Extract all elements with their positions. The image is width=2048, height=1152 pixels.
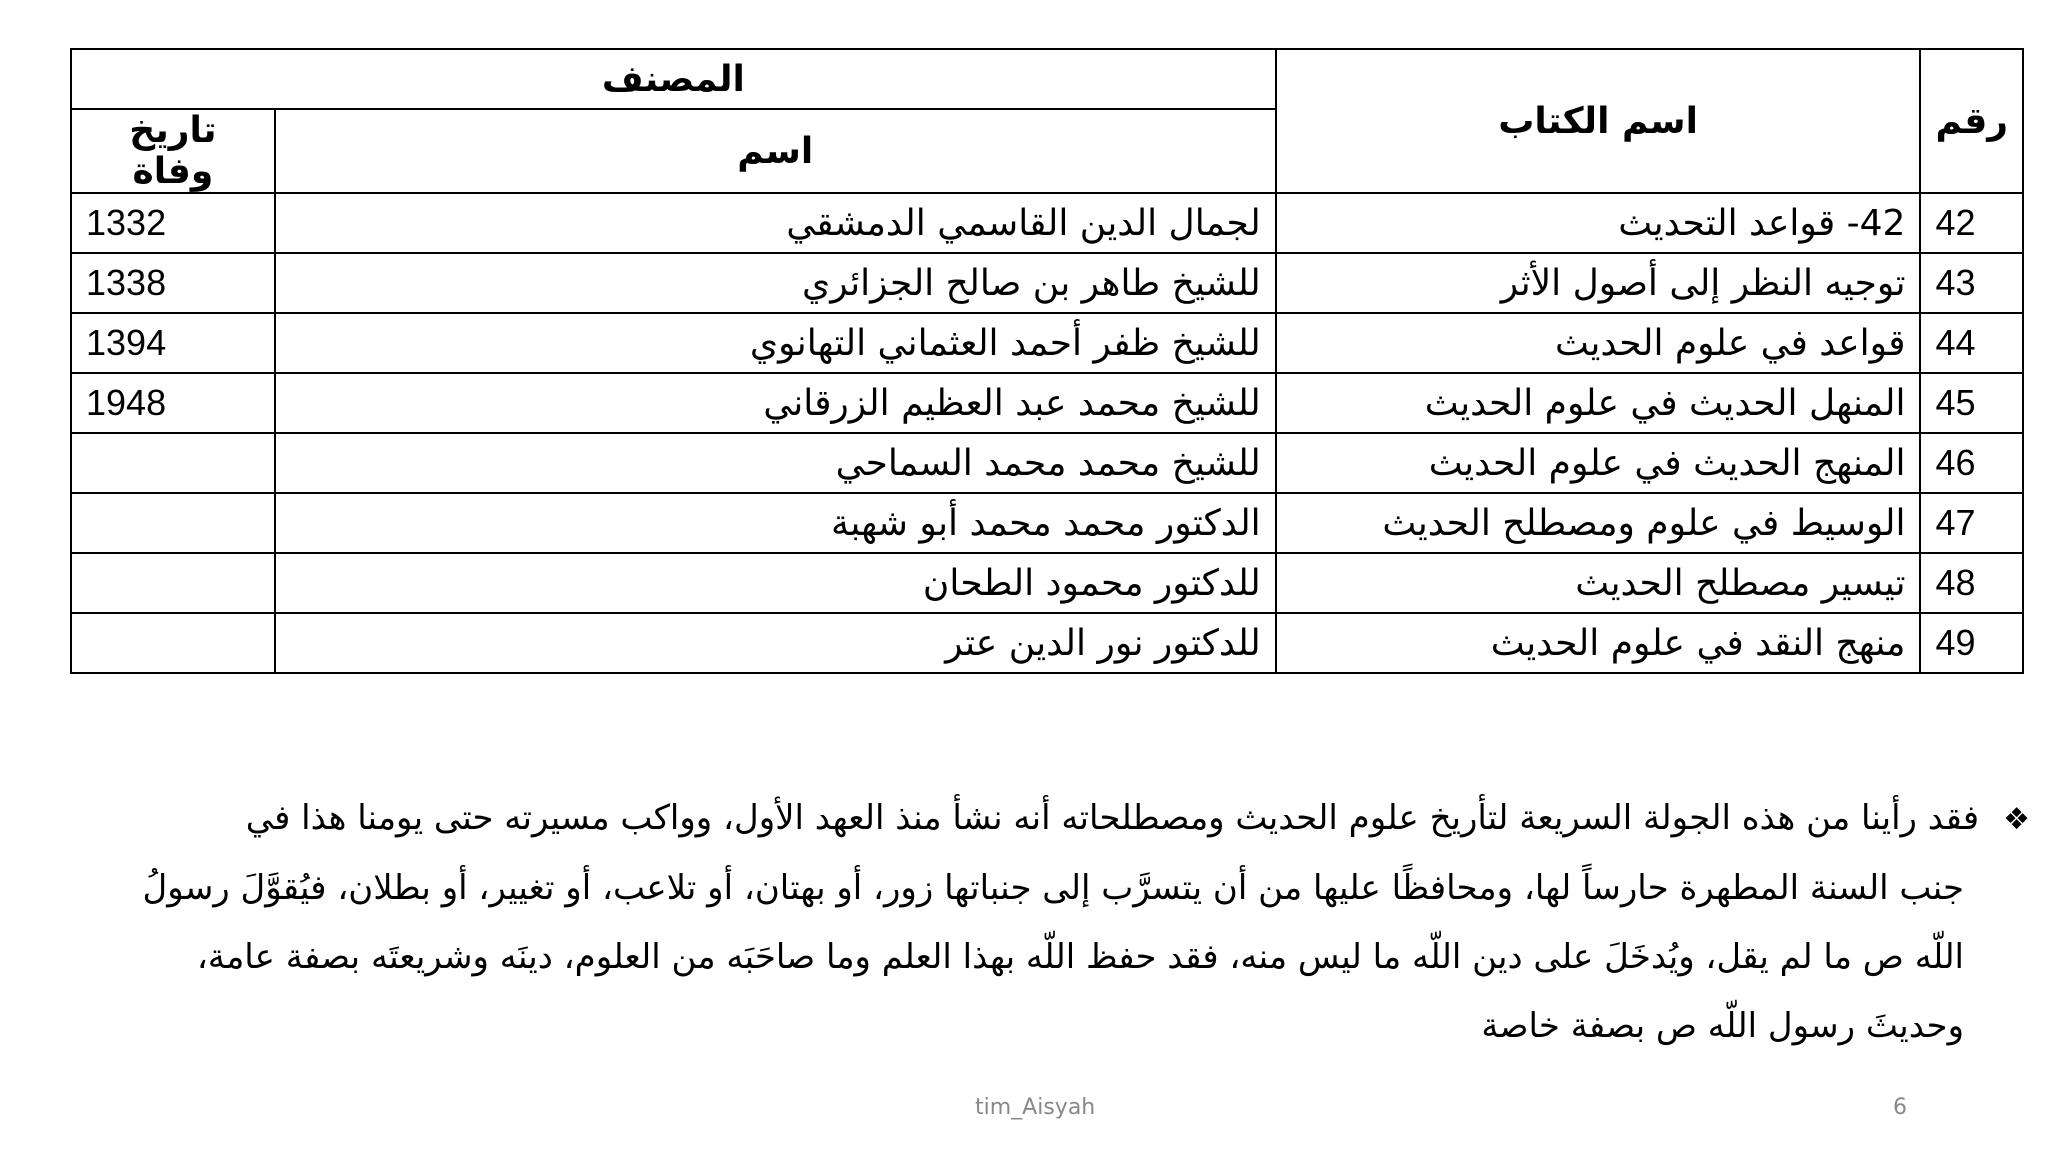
table-row [71, 493, 2023, 553]
header-author-name: اسم [275, 109, 1276, 193]
cell-number: 42 [1920, 193, 2023, 253]
books-table [70, 48, 2024, 674]
cell-number: 45 [1920, 373, 2023, 433]
table-row [71, 373, 2023, 433]
cell-death-date: 1338 [71, 253, 275, 313]
cell-number: 49 [1920, 613, 2023, 673]
page-number: 6 [1893, 1095, 1907, 1120]
cell-death-date: 1394 [71, 313, 275, 373]
summary-paragraph [80, 784, 2030, 1061]
paragraph-line: اللّه ص ما لم يقل، ويُدخَلَ على دين اللّه ما ليس منه، فقد حفظ اللّه بهذا العلم وما صاحَبَه من العلوم، دينَه وشريعتَه بصفة عامة، [196, 937, 1964, 977]
cell-number: 47 [1920, 493, 2023, 553]
header-number: رقم [1920, 49, 2023, 193]
paragraph-line: وحديثَ رسول اللّه ص بصفة خاصة [1481, 1006, 1964, 1046]
footer-author: tim_Aisyah [975, 1095, 1096, 1120]
cell-book-title: الوسيط في علوم ومصطلح الحديث [1276, 493, 1921, 553]
table-row [71, 553, 2023, 613]
cell-author-name: لجمال الدين القاسمي الدمشقي [275, 193, 1276, 253]
cell-number: 44 [1920, 313, 2023, 373]
table-row [71, 193, 2023, 253]
table-row [71, 253, 2023, 313]
cell-death-date: 1948 [71, 373, 275, 433]
cell-book-title: 42- قواعد التحديث [1276, 193, 1921, 253]
table-row [71, 313, 2023, 373]
table-header-row [71, 49, 2023, 109]
cell-author-name: للشيخ محمد محمد السماحي [275, 433, 1276, 493]
paragraph-line [80, 784, 2030, 854]
cell-author-name: للشيخ ظفر أحمد العثماني التهانوي [275, 313, 1276, 373]
cell-book-title: توجيه النظر إلى أصول الأثر [1276, 253, 1921, 313]
table-row [71, 433, 2023, 493]
cell-book-title: المنهل الحديث في علوم الحديث [1276, 373, 1921, 433]
cell-author-name: للدكتور نور الدين عتر [275, 613, 1276, 673]
cell-author-name: الدكتور محمد محمد أبو شهبة [275, 493, 1276, 553]
cell-author-name: للشيخ محمد عبد العظيم الزرقاني [275, 373, 1276, 433]
cell-number: 43 [1920, 253, 2023, 313]
header-book-title: اسم الكتاب [1276, 49, 1921, 193]
cell-death-date: 1332 [71, 193, 275, 253]
cell-death-date [71, 433, 275, 493]
cell-number: 46 [1920, 433, 2023, 493]
cell-death-date [71, 553, 275, 613]
header-death-date: تاريخ وفاة [71, 109, 275, 193]
cell-author-name: للشيخ طاهر بن صالح الجزائري [275, 253, 1276, 313]
cell-book-title: قواعد في علوم الحديث [1276, 313, 1921, 373]
cell-book-title: تيسير مصطلح الحديث [1276, 553, 1921, 613]
cell-book-title: منهج النقد في علوم الحديث [1276, 613, 1921, 673]
table-row [71, 613, 2023, 673]
cell-author-name: للدكتور محمود الطحان [275, 553, 1276, 613]
cell-death-date [71, 613, 275, 673]
diamond-bullet-icon: ❖ [2003, 802, 2030, 837]
paragraph-line-text: فقد رأينا من هذه الجولة السريعة لتأريخ علوم الحديث ومصطلحاته أنه نشأ منذ العهد الأول، وواكب مسيرته حتى يومنا هذا في [245, 798, 1980, 838]
cell-number: 48 [1920, 553, 2023, 613]
paragraph-line: جنب السنة المطهرة حارساً لها، ومحافظًا عليها من أن يتسرَّب إلى جنباتها زور، أو بهتان، أو تلاعب، أو تغيير، أو بطلان، فيُقوَّلَ رسولُ [142, 868, 1964, 908]
header-author: المصنف [71, 49, 1276, 109]
cell-book-title: المنهج الحديث في علوم الحديث [1276, 433, 1921, 493]
cell-death-date [71, 493, 275, 553]
